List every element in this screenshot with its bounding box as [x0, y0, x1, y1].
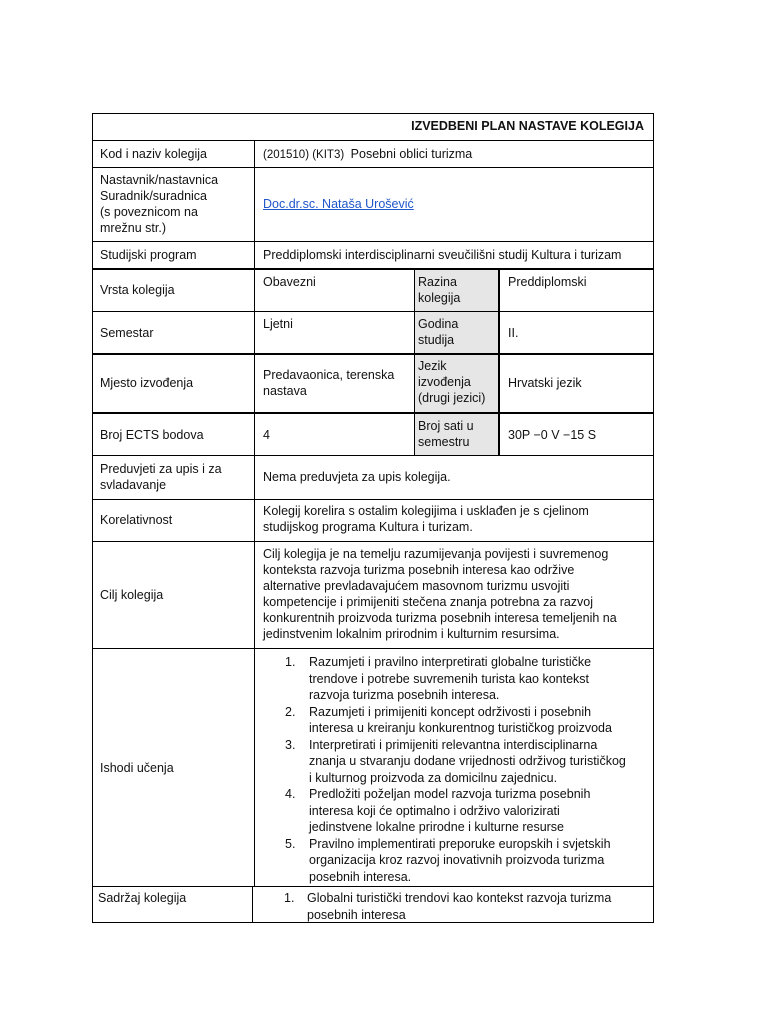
- type-value: Obavezni: [263, 275, 316, 289]
- ects-sub-label: Broj sati u semestru: [418, 419, 474, 449]
- content-list: [260, 890, 650, 923]
- teacher-label: Nastavnik/nastavnica Suradnik/suradnica (s poveznicom na mrežnu str.): [100, 173, 219, 235]
- ects-sub-value: 30P −0 V −15 S: [508, 428, 597, 442]
- type-sub-value: Preddiplomski: [508, 275, 587, 289]
- list-item: 1. Globalni turistički trendovi kao kontekst razvoja turizma posebnih interesa: [284, 891, 612, 922]
- ects-value: 4: [263, 428, 270, 442]
- teacher-name-link[interactable]: Doc.dr.sc. Nataša Urošević: [263, 197, 414, 211]
- content-label: Sadržaj kolegija: [98, 891, 187, 905]
- place-sub-value: Hrvatski jezik: [508, 376, 582, 390]
- program-value: Preddiplomski interdisciplinarni sveučilišni studij Kultura i turizam: [263, 248, 622, 262]
- course-plan-table: [92, 113, 654, 923]
- teacher-name-cell: [263, 196, 414, 212]
- goal-value: Cilj kolegija je na temelju razumijevanja povijesti i suvremenog konteksta razvoja turizma posebnih interesa kao održive alternative prevladavajućem masovnom turizmu usvojiti kompetencije i primijeniti stečena znanja potrebna za razvoj konkurentnih proizvoda turizma posebnih interesa temeljenih na jedinstvenim lokalnim prirodnim i kulturnim resursima.: [263, 547, 617, 641]
- goal-label: Cilj kolegija: [100, 588, 164, 602]
- place-value: Predavaonica, terenska nastava: [263, 368, 395, 398]
- correlation-label: Korelativnost: [100, 513, 173, 527]
- course-name: Posebni oblici turizma: [350, 147, 473, 161]
- course-code-name: [263, 146, 472, 163]
- program-label: Studijski program: [100, 248, 197, 262]
- prereq-value: Nema preduvjeta za upis kolegija.: [263, 470, 451, 484]
- prereq-label: Preduvjeti za upis i za svladavanje: [100, 462, 222, 492]
- list-item: 4. Predložiti poželjan model razvoja turizma posebnih interesa koji će optimalno i održivo valorizirati jedinstvene lokalne prirodne i kulturne resurse: [285, 787, 591, 834]
- list-item: 5. Pravilno implementirati preporuke europskih i svjetskih organizacija kroz razvoj inovativnih proizvoda turizma posebnih interesa.: [285, 836, 611, 884]
- outcomes-label: Ishodi učenja: [100, 761, 174, 775]
- ects-label: Broj ECTS bodova: [100, 428, 204, 442]
- course-label: Kod i naziv kolegija: [100, 147, 208, 161]
- type-sub-label: Razina kolegija: [418, 275, 461, 305]
- correlation-value: Kolegij korelira s ostalim kolegijima i usklađen je s cjelinom studijskog programa Kultura i turizam.: [263, 504, 589, 534]
- place-label: Mjesto izvođenja: [100, 376, 194, 390]
- place-sub-label: Jezik izvođenja (drugi jezici): [418, 359, 486, 405]
- course-code: (201510) (KIT3): [263, 149, 345, 161]
- list-item: 2. Razumjeti i primijeniti koncept održivosti i posebnih interesa u kreiranju konkurentnog turističkog proizvoda: [285, 704, 612, 735]
- document-title: IZVEDBENI PLAN NASTAVE KOLEGIJA: [411, 119, 644, 133]
- list-item: 3. Interpretirati i primijeniti relevantna interdisciplinarna znanja u stvaranju dodane vrijednosti održivog turističkog i kulturnog proizvoda za domicilnu zajednicu.: [285, 737, 626, 785]
- semester-sub-label: Godina studija: [418, 317, 459, 347]
- semester-value: Ljetni: [263, 317, 293, 331]
- outcomes-list: [263, 654, 648, 885]
- type-label: Vrsta kolegija: [100, 283, 175, 297]
- semester-sub-value: II.: [508, 326, 519, 340]
- semester-label: Semestar: [100, 326, 154, 340]
- list-item: 1. Razumjeti i pravilno interpretirati globalne turističke trendove i potrebe suvremenih turista kao kontekst razvoja turizma posebnih interesa.: [285, 655, 592, 702]
